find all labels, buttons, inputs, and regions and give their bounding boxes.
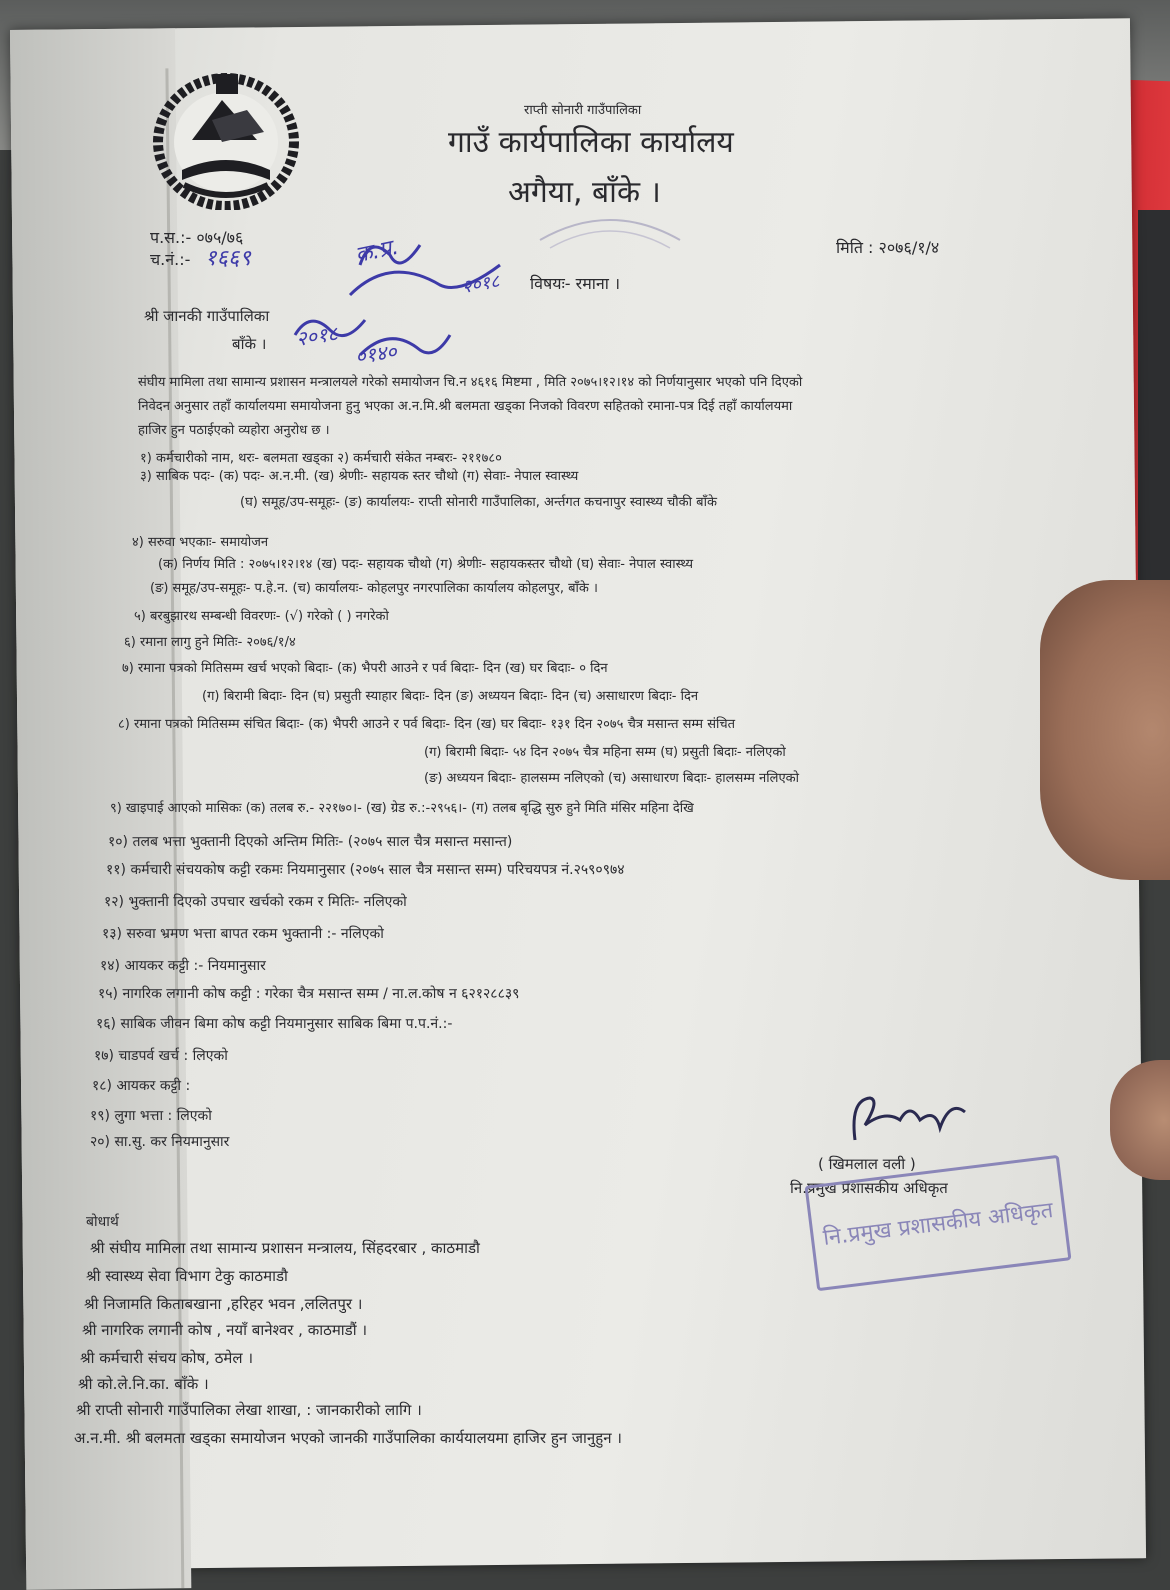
signatory-title: नि.प्रमुख प्रशासकीय अधिकृत (790, 1179, 948, 1197)
cc-line-8: अ.न.मी. श्री बलमता खड्का समायोजन भएको जानकी गाउँपालिका कार्ययालयमा हाजिर हुन जानुहुन । (74, 1429, 622, 1447)
cc-line-4: श्री नागरिक लगानी कोष , नयाँ बानेश्वर , काठमाडौं । (82, 1321, 368, 1339)
cc-line-1: श्री संघीय मामिला तथा सामान्य प्रशासन मन्त्रालय, सिंहदरबार , काठमाडौ (90, 1239, 480, 1257)
handwriting-d: २०१८ (294, 321, 340, 351)
item-4-office: (ङ) समूह/उप-समूहः- प.हे.न. (च) कार्यालयः- कोहलपुर नगरपालिका कार्यालय कोहलपुर, बाँके । (150, 581, 598, 596)
item-18: १८) आयकर कट्टी : (92, 1078, 191, 1094)
letter-date: मिति : २०७६/१/४ (836, 238, 940, 257)
item-16: १६) साबिक जीवन बिमा कोष कट्टी नियमानुसार साबिक बिमा प.प.नं.:- (96, 1016, 453, 1032)
office-title: गाउँ कार्यपालिका कार्यालय (448, 125, 734, 160)
body-line-2: निवेदन अनुसार तहाँ कार्यालयमा समायोजना हुनु भएका अ.न.मि.श्री बलमता खड्का निजको विवरण सहितको रमाना-पत्र दिई तहाँ कार्यालयमा (138, 399, 793, 414)
item-20: २०) सा.सु. कर नियमानुसार (90, 1134, 230, 1150)
item-8-continued-1: (ग) बिरामी बिदाः- ५४ दिन २०७५ चैत्र महिना सम्म (घ) प्रसुती बिदाः- नलिएको (424, 745, 786, 760)
item-19: १९) लुगा भत्ता : लिएको (90, 1108, 212, 1124)
item-13: १३) सरुवा भ्रमण भत्ता बापत रकम भुक्तानी :- नलिएको (102, 926, 384, 942)
nepal-emblem-icon (152, 70, 300, 210)
folder-shadow (1138, 210, 1170, 610)
item-7: ७) रमाना पत्रको मितिसम्म खर्च भएको बिदाः- (क) भैपरी आउने र पर्व बिदाः- दिन (ख) घर बिदाः- ० दिन (122, 661, 608, 676)
item-6: ६) रमाना लागु हुने मितिः- २०७६/१/४ (124, 635, 296, 650)
office-location: अगैया, बाँके । (508, 175, 661, 210)
item-5: ५) बरबुझारथ सम्बन्धी विवरणः- (√) गरेको ( ) नगरेको (134, 609, 389, 624)
item-17: १७) चाडपर्व खर्च : लिएको (94, 1048, 228, 1064)
handwriting-c: ०१४० (353, 339, 399, 369)
stamp-text: नि.प्रमुख प्रशासकीय अधिकृत (821, 1197, 1055, 1251)
handwriting-a: क.प्र. (353, 234, 401, 269)
item-1-2: १) कर्मचारीको नाम, थरः- बलमता खड्का २) कर्मचारी संकेत नम्बरः- २११७८० (140, 451, 502, 466)
item-4-details: (क) निर्णय मिति : २०७५।१२।१४ (ख) पदः- सहायक चौथो (ग) श्रेणीः- सहायकस्तर चौथो (घ) सेवाः- नेपाल स्वास्थ्य (158, 557, 693, 572)
addressee-line1: श्री जानकी गाउँपालिका (144, 307, 270, 325)
cc-line-5: श्री कर्मचारी संचय कोष, ठमेल । (80, 1349, 254, 1367)
subject-line: विषयः- रमाना । (530, 274, 621, 293)
cc-heading: बोधार्थ (86, 1214, 119, 1230)
item-4: ४) सरुवा भएकाः- समायोजन (132, 535, 269, 550)
item-10: १०) तलब भत्ता भुक्तानी दिएको अन्तिम मितिः- (२०७५ साल चैत्र मसान्त मसान्त) (108, 834, 513, 850)
item-3-continued: (घ) समूह/उप-समूहः- (ङ) कार्यालयः- राप्ती सोनारी गाउँपालिका, अर्न्तगत कचनापुर स्वास्थ्य चौकी बाँके (240, 495, 717, 510)
holding-thumb (1040, 580, 1170, 880)
dispatch-number-label: च.नं.:- (150, 250, 191, 269)
dispatch-number-handwritten: १६६९ (205, 246, 251, 271)
handwriting-b: २०१८ (460, 270, 502, 299)
body-line-3: हाजिर हुन पठाईएको व्यहोरा अनुरोध छ । (138, 423, 330, 438)
item-3: ३) साबिक पदः- (क) पदः- अ.न.मी. (ख) श्रेणीः- सहायक स्तर चौथो (ग) सेवाः- नेपाल स्वास्थ्य (140, 469, 579, 484)
item-12: १२) भुक्तानी दिएको उपचार खर्चको रकम र मितिः- नलिएको (104, 894, 407, 910)
cc-line-7: श्री राप्ती सोनारी गाउँपालिका लेखा शाखा, : जानकारीको लागि । (76, 1401, 422, 1419)
item-8: ८) रमाना पत्रको मितिसम्म संचित बिदाः- (क) भैपरी आउने र पर्व बिदाः- दिन (ख) घर बिदाः- १३१ दिन २०७५ चैत्र मसान्त सम्म संचित (118, 717, 736, 732)
item-9: ९) खाइपाई आएको मासिकः (क) तलब रु.- २२१७०।- (ख) ग्रेड रु.:-२९५६।- (ग) तलब बृद्धि सुरु हुने मिति मंसिर महिना देखि (110, 801, 694, 816)
signatory-name: ( खिमलाल वली ) (818, 1155, 916, 1173)
cc-line-3: श्री निजामति किताबखाना ,हरिहर भवन ,ललितपुर । (84, 1295, 363, 1313)
item-8-continued-2: (ङ) अध्ययन बिदाः- हालसम्म नलिएको (च) असाधारण बिदाः- हालसम्म नलिएको (424, 771, 799, 786)
item-15: १५) नागरिक लगानी कोष कट्टी : गरेका चैत्र मसान्त सम्म / ना.ल.कोष न ६२१२८८३९ (98, 986, 520, 1002)
officer-signature (840, 1090, 980, 1150)
org-name-small: राप्ती सोनारी गाउँपालिका (524, 103, 642, 118)
item-7-continued: (ग) बिरामी बिदाः- दिन (घ) प्रसुती स्याहार बिदाः- दिन (ङ) अध्ययन बिदाः- दिन (च) असाधारण बिदाः- दिन (202, 689, 699, 704)
cc-line-6: श्री को.ले.नि.का. बाँके । (78, 1375, 209, 1393)
faint-round-stamp (530, 200, 690, 250)
item-11: ११) कर्मचारी संचयकोष कट्टी रकमः नियमानुसार (२०७५ साल चैत्र मसान्त सम्म) परिचयपत्र नं.२५९०९७४ (106, 862, 625, 878)
addressee-line2: बाँके । (232, 335, 267, 353)
cc-line-2: श्री स्वास्थ्य सेवा विभाग टेकु काठमाडौ (86, 1267, 288, 1285)
reference-number: प.स.:- ०७५/७६ (150, 228, 244, 247)
item-14: १४) आयकर कट्टी :- नियमानुसार (100, 958, 266, 974)
body-line-1: संघीय मामिला तथा सामान्य प्रशासन मन्त्रालयले गरेको समायोजन चि.न ४६१६ मिष्टमा , मिति २०७५।१२।१४ को निर्णयानुसार भएको पनि दिएको (138, 375, 803, 390)
